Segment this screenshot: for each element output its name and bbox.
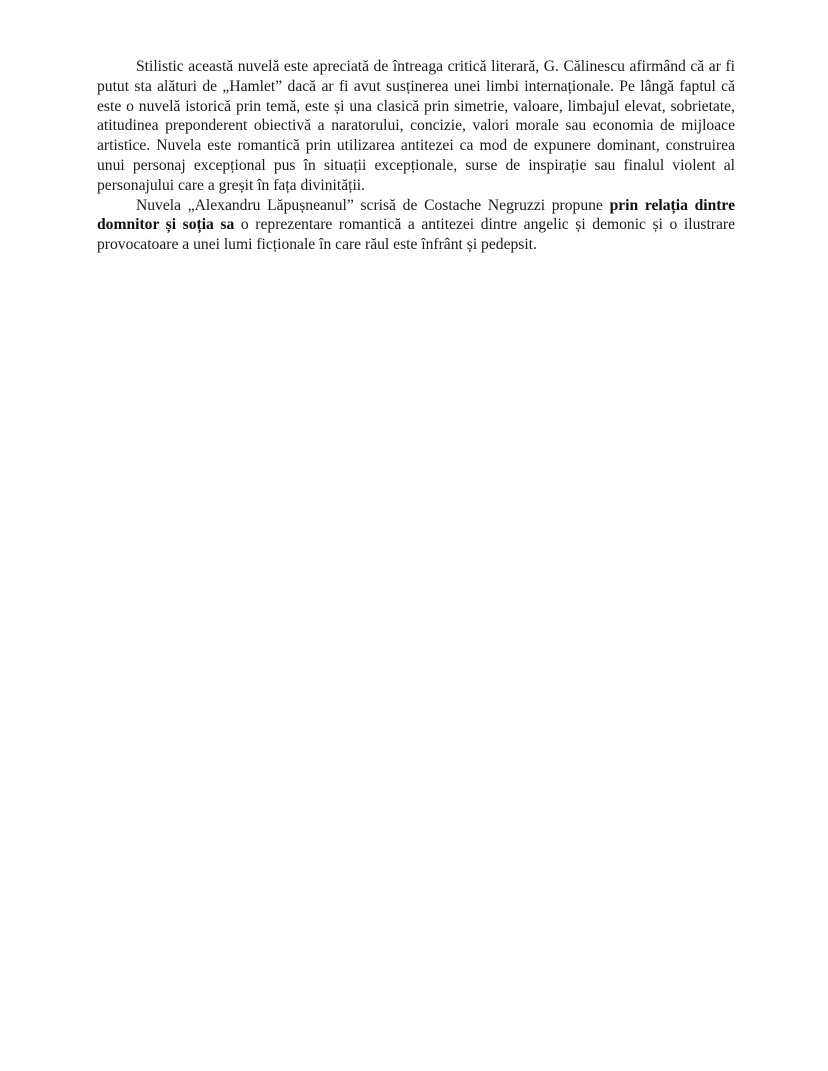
paragraph-style-analysis: Stilistic această nuvelă este apreciată de întreaga critică literară, G. Călinescu afirmând că ar fi putut sta alături de „Hamlet” dacă ar fi avut susținerea unei limbi internaționale. Pe lângă faptul că este o nuvelă istorică prin temă, este și una clasică prin simetrie, valoare, limbajul elevat, sobrietate, atitudinea preponderent obiectivă a naratorului, concizie, valori morale sau economia de mijloace artistice. Nuvela este romantică prin utilizarea antitezei ca mod de expunere dominant, construirea unui personaj excepțional pus în situații excepționale, surse de inspirație sau finalul violent al personajului care a greșit în fața divinității.	[97, 58, 735, 194]
document-page	[97, 57, 735, 255]
conclusion-text-end: o reprezentare romantică a antitezei dintre angelic și demonic și o ilustrare provocatoare a unei lumi ficționale în care răul este înfrânt și pedepsit.	[97, 216, 736, 254]
conclusion-text-start: Nuvela „Alexandru Lăpușneanul” scrisă de Costache Negruzzi propune	[136, 196, 610, 214]
conclusion-bold-phrase: prin relația dintre domnitor și soția sa	[97, 196, 735, 234]
paragraph-conclusion	[97, 196, 735, 255]
